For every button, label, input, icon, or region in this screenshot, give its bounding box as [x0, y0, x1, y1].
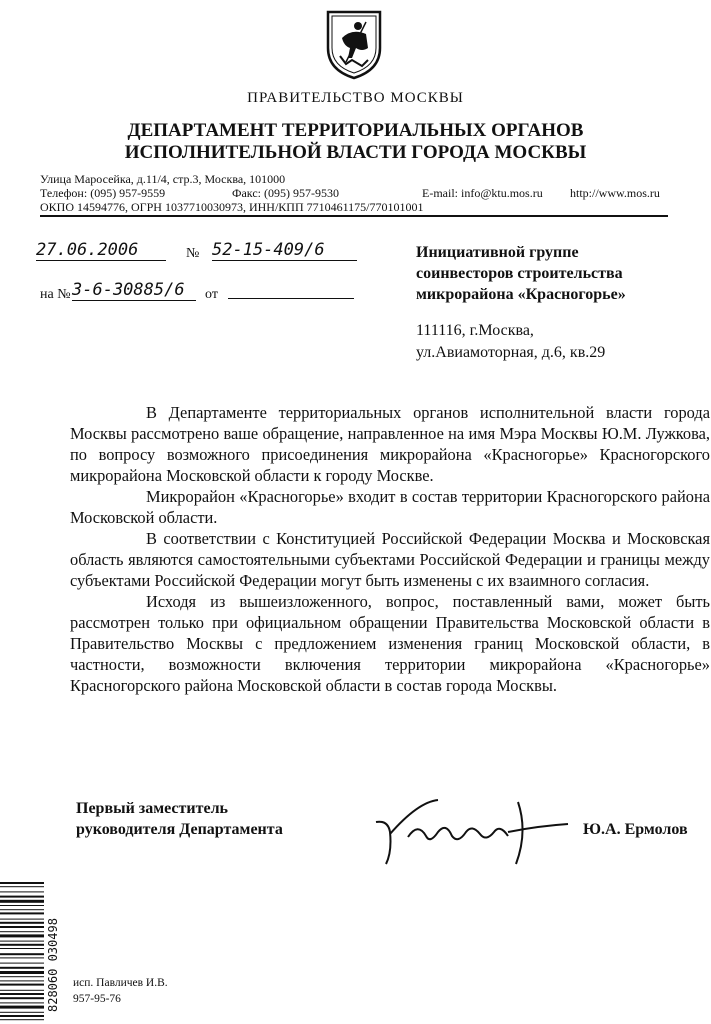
- from-label: от: [205, 287, 218, 302]
- barcode-bar: [0, 909, 44, 910]
- letter-body: [70, 402, 710, 696]
- recipient-line2: соинвесторов строительства: [416, 265, 623, 282]
- barcode-bar: [0, 990, 44, 991]
- recipient-address1: 111116, г.Москва,: [416, 322, 534, 339]
- executor-phone: 957-95-76: [73, 993, 121, 1005]
- letter-number: 52-15-409/6: [212, 240, 357, 261]
- barcode-bar: [0, 931, 44, 932]
- department-email: E-mail: info@ktu.mos.ru: [422, 186, 543, 200]
- number-label: №: [186, 246, 200, 261]
- government-title: ПРАВИТЕЛЬСТВО МОСКВЫ: [247, 90, 464, 106]
- barcode-bar: [0, 941, 44, 942]
- barcode-bar: [0, 967, 44, 969]
- barcode-bar: [0, 944, 44, 946]
- barcode-bar: [0, 882, 44, 884]
- barcode-bar: [0, 912, 44, 914]
- executor-info: [73, 975, 168, 1007]
- barcode-bar: [0, 993, 44, 995]
- recipient-address2: ул.Авиамоторная, д.6, кв.29: [416, 344, 606, 361]
- barcode-bar: [0, 1002, 44, 1003]
- department-codes: ОКПО 14594776, ОГРН 1037710030973, ИНН/КПП 7710461175/770101001: [40, 200, 424, 214]
- barcode-bar: [0, 976, 44, 977]
- barcode-bar: [0, 997, 44, 999]
- barcode: [0, 880, 44, 1024]
- department-title-line1: ДЕПАРТАМЕНТ ТЕРРИТОРИАЛЬНЫХ ОРГАНОВ: [127, 120, 584, 141]
- moscow-coat-of-arms-icon: [322, 8, 386, 80]
- barcode-bar: [0, 900, 44, 903]
- body-paragraph-2: Микрорайон «Красногорье» входит в состав территории Красногорского района Московской области.: [70, 487, 710, 527]
- barcode-bar: [0, 984, 44, 986]
- barcode-bar: [0, 891, 44, 892]
- reply-to-label: на №: [40, 287, 71, 302]
- department-phone: Телефон: (095) 957-9559: [40, 186, 166, 200]
- barcode-bar: [0, 922, 44, 924]
- executor-name: исп. Павличев И.В.: [73, 977, 168, 989]
- barcode-bar: [0, 971, 44, 974]
- barcode-bar: [0, 953, 44, 955]
- barcode-number: 828060 030498: [46, 918, 60, 1012]
- department-address: Улица Маросейка, д.11/4, стр.3, Москва, 101000: [40, 172, 286, 186]
- barcode-bar: [0, 919, 44, 920]
- barcode-bar: [0, 1006, 44, 1009]
- signatory-name: Ю.А. Ермолов: [583, 821, 688, 838]
- barcode-bar: [0, 886, 44, 887]
- handwritten-signature: [368, 792, 578, 872]
- barcode-number-container: [44, 880, 66, 1015]
- letter-date: 27.06.2006: [36, 240, 166, 261]
- recipient-line3: микрорайона «Красногорье»: [416, 286, 626, 303]
- barcode-bar: [0, 1019, 44, 1020]
- reply-to-number: 3-6-30885/6: [72, 280, 196, 301]
- body-paragraph-3: В соответствии с Конституцией Российской Федерации Москва и Московская область являются самостоятельными субъектами Российской Федерации и границы между субъектами Российской Федерации могут быть изменены с их взаимного согласия.: [70, 529, 710, 590]
- barcode-bar: [0, 1015, 44, 1017]
- body-paragraph-4: Исходя из вышеизложенного, вопрос, поставленный вами, может быть рассмотрен только при официальном обращении Правительства Московской области в Правительство Москвы с предложением изменения границ Московской области, в частности, возможности включения территории микрорайона «Красногорье» Красногорского района Московской области в состав города Москвы.: [70, 592, 710, 695]
- barcode-bar: [0, 926, 44, 928]
- department-fax: Факс: (095) 957-9530: [232, 186, 339, 200]
- barcode-bar: [0, 948, 44, 949]
- barcode-bar: [0, 980, 44, 981]
- department-title-line2: ИСПОЛНИТЕЛЬНОЙ ВЛАСТИ ГОРОДА МОСКВЫ: [124, 142, 587, 163]
- barcode-bar: [0, 1012, 44, 1013]
- from-date-blank: [228, 298, 354, 299]
- barcode-bar: [0, 896, 44, 898]
- signatory-title-line2: руководителя Департамента: [76, 821, 283, 838]
- barcode-bar: [0, 934, 44, 937]
- signatory-title-line1: Первый заместитель: [76, 800, 228, 817]
- header-divider: [40, 215, 668, 217]
- barcode-bar: [0, 963, 44, 964]
- signatory-title: [76, 798, 283, 840]
- recipient-line1: Инициативной группе: [416, 244, 579, 261]
- body-paragraph-1: В Департаменте территориальных органов исполнительной власти города Москвы рассмотрено ваше обращение, направленное на имя Мэра Москвы Ю.М. Лужкова, по вопросу возможного присоединения микрорайона «Красногорье» Красногорского микрорайона Московской области к городу Москве.: [70, 403, 710, 485]
- department-website: http://www.mos.ru: [570, 186, 660, 200]
- barcode-bar: [0, 905, 44, 906]
- barcode-bar: [0, 957, 44, 958]
